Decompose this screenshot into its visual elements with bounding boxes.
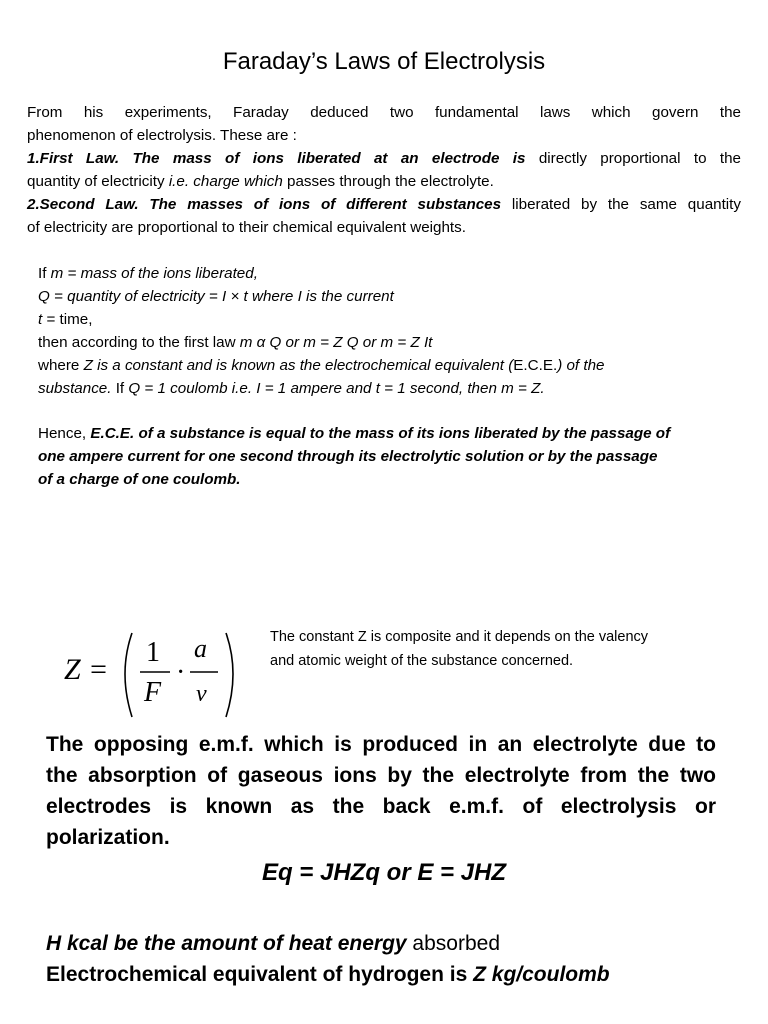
back-emf-line-3: electrodes is known as the back e.m.f. of electrolysis or (46, 795, 716, 818)
ece-formula (60, 627, 260, 727)
back-emf-line-2: the absorption of gaseous ions by the electrolyte from the two (46, 764, 716, 787)
energy-equation: Eq = JHZq or E = JHZ (261, 859, 507, 886)
first-law-lead: 1.First Law. The mass of ions liberated at an electrode is (27, 150, 526, 167)
footer-unit: Z kg/coulomb (473, 963, 610, 986)
constant-note-line-2: and atomic weight of the substance concerned. (270, 653, 574, 669)
formula-lhs: Z = (64, 653, 109, 686)
intro-line-2: phenomenon of electrolysis. These are : (27, 127, 297, 144)
second-law-lead: 2.Second Law. The masses of ions of different substances (27, 196, 502, 213)
footer-notes (46, 928, 746, 990)
def-if: If (38, 265, 51, 282)
intro-paragraph (27, 101, 741, 239)
def-condition: Q = 1 coulomb i.e. I = 1 ampere and t = 1 second, then m = Z. (128, 380, 545, 397)
def-line-4 (38, 331, 738, 354)
def-z: Z is a constant and is known as the electrochemical equivalent ( (83, 357, 514, 374)
footer-line-2 (46, 959, 746, 990)
back-emf-line-4: polarization. (46, 826, 170, 849)
formula-num-2: a (194, 634, 207, 663)
def-then: then according to the first law (38, 334, 240, 351)
intro-line-1: From his experiments, Faraday deduced two fundamental laws which govern the (27, 104, 741, 121)
def-m: m = mass of the ions liberated, (50, 265, 258, 282)
footer-heat: H kcal be the amount of heat energy (46, 932, 407, 955)
definitions-block (38, 262, 738, 400)
def-ece: E.C.E. (513, 357, 558, 374)
def-time: = time, (42, 311, 93, 328)
formula-den-2: v (196, 681, 207, 707)
def-relation: m α Q or m = Z Q or m = Z It (239, 334, 433, 351)
def-line-3 (38, 308, 738, 331)
hence-line-1 (38, 422, 738, 445)
right-paren (226, 633, 233, 717)
def-of-the: ) of the (557, 357, 605, 374)
footer-line-1 (46, 928, 746, 959)
ece-formula-graphic (60, 627, 260, 727)
constant-note (270, 625, 740, 673)
formula-dot: · (176, 657, 186, 688)
footer-ece-h: Electrochemical equivalent of hydrogen is (46, 963, 474, 986)
first-law-text: quantity of electricity (27, 173, 169, 190)
def-if2: If (111, 380, 129, 397)
second-law-line-1 (27, 193, 741, 216)
back-emf-paragraph (46, 729, 716, 853)
page-title: Faraday’s Laws of Electrolysis (222, 48, 546, 75)
first-law-rest: directly proportional to the (525, 150, 741, 167)
def-where: where (38, 357, 84, 374)
def-substance: substance. (38, 380, 112, 397)
def-t: t (38, 311, 43, 328)
def-line-6 (38, 377, 738, 400)
second-law-rest: liberated by the same quantity (501, 196, 741, 213)
def-line-5 (38, 354, 738, 377)
first-law-line-1 (27, 147, 741, 170)
hence-line-3: of a charge of one coulomb. (38, 471, 241, 488)
hence-word: Hence, (38, 425, 91, 442)
hence-def: E.C.E. of a substance is equal to the mass of its ions liberated by the passage of (90, 425, 671, 442)
formula-num-1: 1 (146, 637, 160, 668)
def-line-1 (38, 262, 738, 285)
first-law-line-2 (27, 170, 741, 193)
constant-note-line-1: The constant Z is composite and it depends on the valency (270, 629, 649, 645)
first-law-italic: i.e. charge which (168, 173, 283, 190)
left-paren (125, 633, 132, 717)
hence-block (38, 422, 738, 491)
first-law-end: passes through the electrolyte. (282, 173, 494, 190)
footer-absorbed: absorbed (406, 932, 500, 955)
hence-line-2: one ampere current for one second through its electrolytic solution or by the passage (38, 448, 658, 465)
def-line-2: Q = quantity of electricity = I × t where I is the current (38, 288, 394, 305)
back-emf-line-1: The opposing e.m.f. which is produced in an electrolyte due to (46, 733, 716, 756)
formula-den-1: F (144, 677, 162, 708)
second-law-line-2: of electricity are proportional to their chemical equivalent weights. (27, 219, 466, 236)
